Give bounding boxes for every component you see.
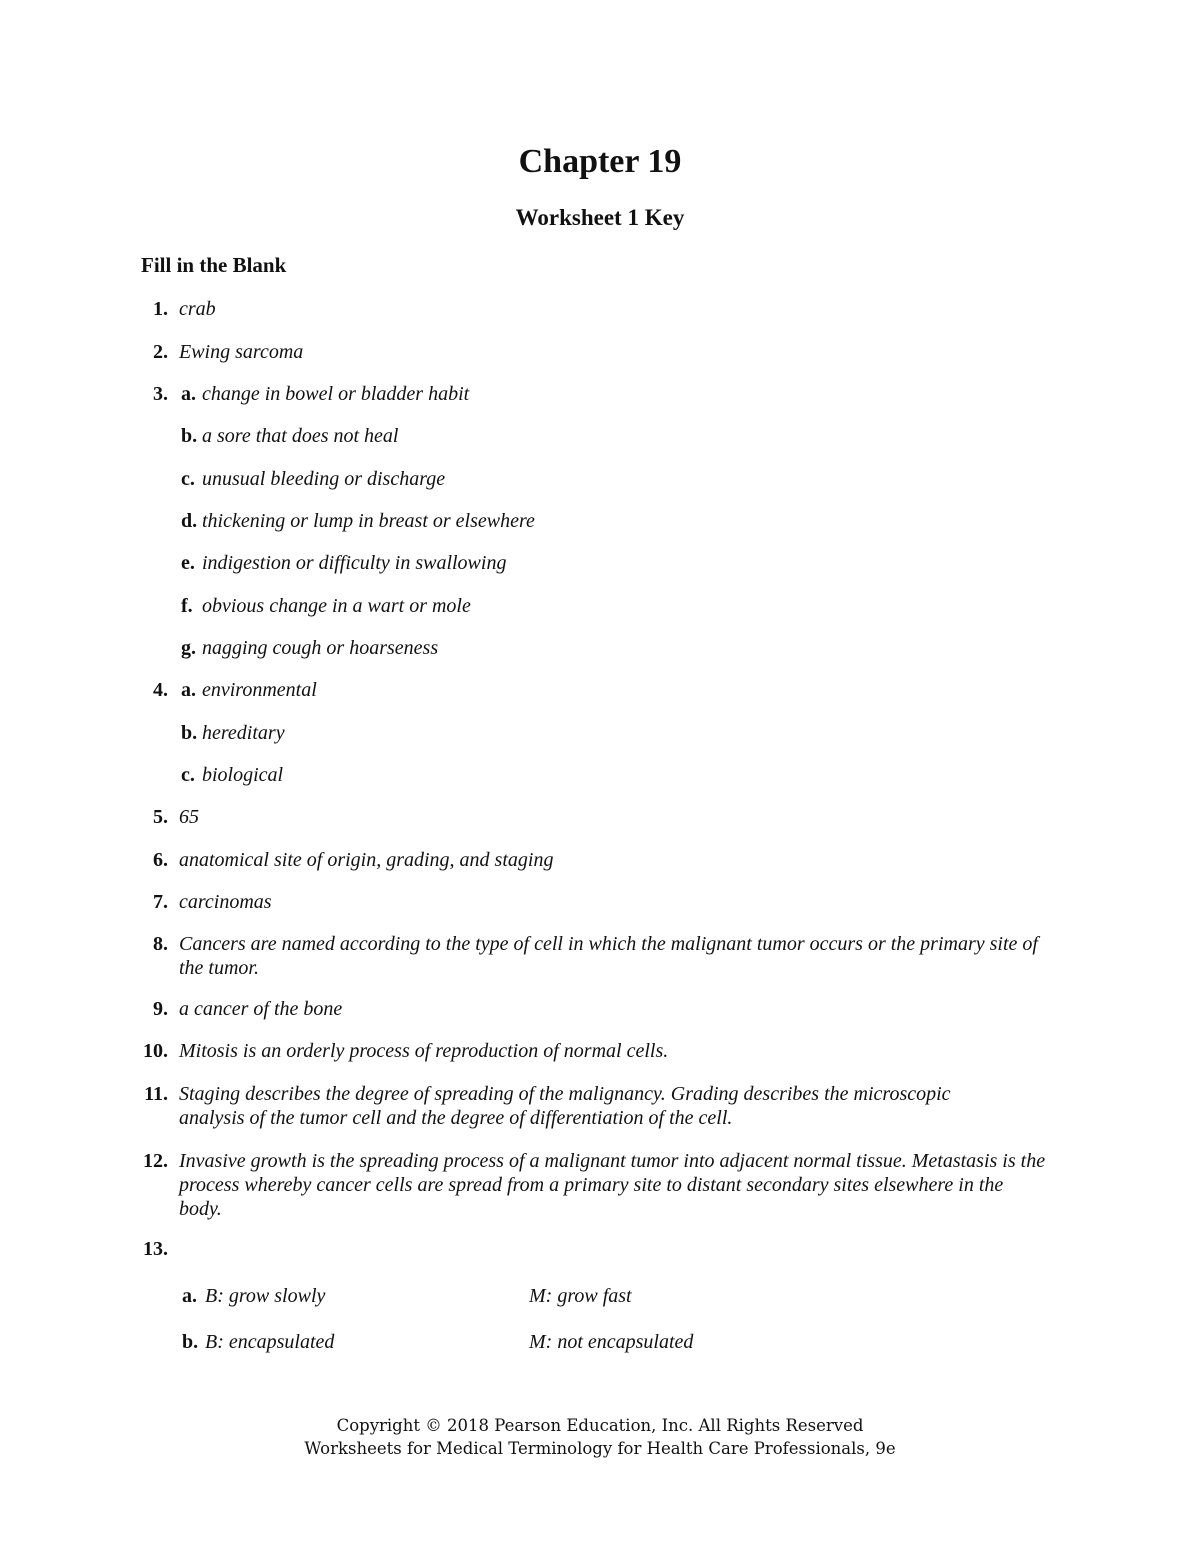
answer-text: carcinomas bbox=[179, 891, 272, 913]
sub-answer: thickening or lump in breast or elsewhere bbox=[202, 510, 535, 532]
answer-text: Cancers are named according to the type of cell in which the malignant tumor occurs or the primary site of the tumor. bbox=[179, 933, 1038, 979]
sub-letter: a. bbox=[181, 383, 196, 405]
sub-answer: nagging cough or hoarseness bbox=[202, 637, 439, 659]
sub-answer: change in bowel or bladder habit bbox=[202, 383, 470, 405]
chapter-title: Chapter 19 bbox=[518, 143, 682, 180]
row-letter: b. bbox=[182, 1331, 199, 1353]
sub-letter: g. bbox=[181, 637, 196, 659]
worksheet-title: Worksheet 1 Key bbox=[515, 205, 685, 230]
item-number: 8. bbox=[153, 933, 168, 955]
item-number: 10. bbox=[143, 1040, 168, 1062]
sub-letter: c. bbox=[181, 764, 195, 786]
answer-text: 65 bbox=[179, 806, 199, 828]
book-title-line: Worksheets for Medical Terminology for Health Care Professionals, 9e bbox=[304, 1439, 896, 1458]
item-number: 2. bbox=[153, 341, 168, 363]
sub-answer: unusual bleeding or discharge bbox=[202, 468, 446, 490]
benign-answer: B: encapsulated bbox=[205, 1331, 335, 1353]
sub-letter: b. bbox=[181, 722, 198, 744]
benign-answer: B: grow slowly bbox=[205, 1285, 326, 1307]
sub-answer: hereditary bbox=[202, 722, 285, 744]
item-number: 11. bbox=[144, 1083, 168, 1105]
answer-text: Ewing sarcoma bbox=[179, 341, 304, 363]
item-number: 6. bbox=[153, 849, 168, 871]
malignant-answer: M: grow fast bbox=[529, 1285, 632, 1307]
sub-letter: a. bbox=[181, 679, 196, 701]
item-number: 4. bbox=[153, 679, 168, 701]
answer-text: crab bbox=[179, 298, 216, 320]
sub-letter: e. bbox=[181, 552, 195, 574]
answer-text: Invasive growth is the spreading process of a malignant tumor into adjacent normal tissue. Metastasis is the process whereby cancer cells are spread from a primary site to distant secondary sites elsewhere in the body. bbox=[179, 1150, 1046, 1220]
answer-text: Mitosis is an orderly process of reproduction of normal cells. bbox=[179, 1040, 669, 1062]
sub-answer: biological bbox=[202, 764, 284, 786]
answer-text: Staging describes the degree of spreading of the malignancy. Grading describes the microscopic analysis of the tumor cell and the degree of differentiation of the cell. bbox=[179, 1083, 951, 1129]
item-number: 9. bbox=[153, 998, 168, 1020]
section-heading: Fill in the Blank bbox=[141, 253, 287, 277]
item-number: 13. bbox=[143, 1238, 168, 1260]
sub-letter: f. bbox=[181, 595, 193, 617]
copyright-line: Copyright © 2018 Pearson Education, Inc. All Rights Reserved bbox=[336, 1416, 864, 1435]
sub-letter: c. bbox=[181, 468, 195, 490]
sub-letter: d. bbox=[181, 510, 198, 532]
item-number: 7. bbox=[153, 891, 168, 913]
sub-letter: b. bbox=[181, 425, 198, 447]
sub-answer: a sore that does not heal bbox=[202, 425, 399, 447]
answer-text: a cancer of the bone bbox=[179, 998, 343, 1020]
malignant-answer: M: not encapsulated bbox=[529, 1331, 694, 1353]
sub-answer: indigestion or difficulty in swallowing bbox=[202, 552, 507, 574]
sub-answer: environmental bbox=[202, 679, 317, 701]
item-number: 3. bbox=[153, 383, 168, 405]
item-number: 1. bbox=[153, 298, 168, 320]
answer-text: anatomical site of origin, grading, and staging bbox=[179, 849, 554, 871]
item-number: 12. bbox=[143, 1150, 168, 1172]
sub-answer: obvious change in a wart or mole bbox=[202, 595, 471, 617]
item-number: 5. bbox=[153, 806, 168, 828]
row-letter: a. bbox=[182, 1285, 197, 1307]
